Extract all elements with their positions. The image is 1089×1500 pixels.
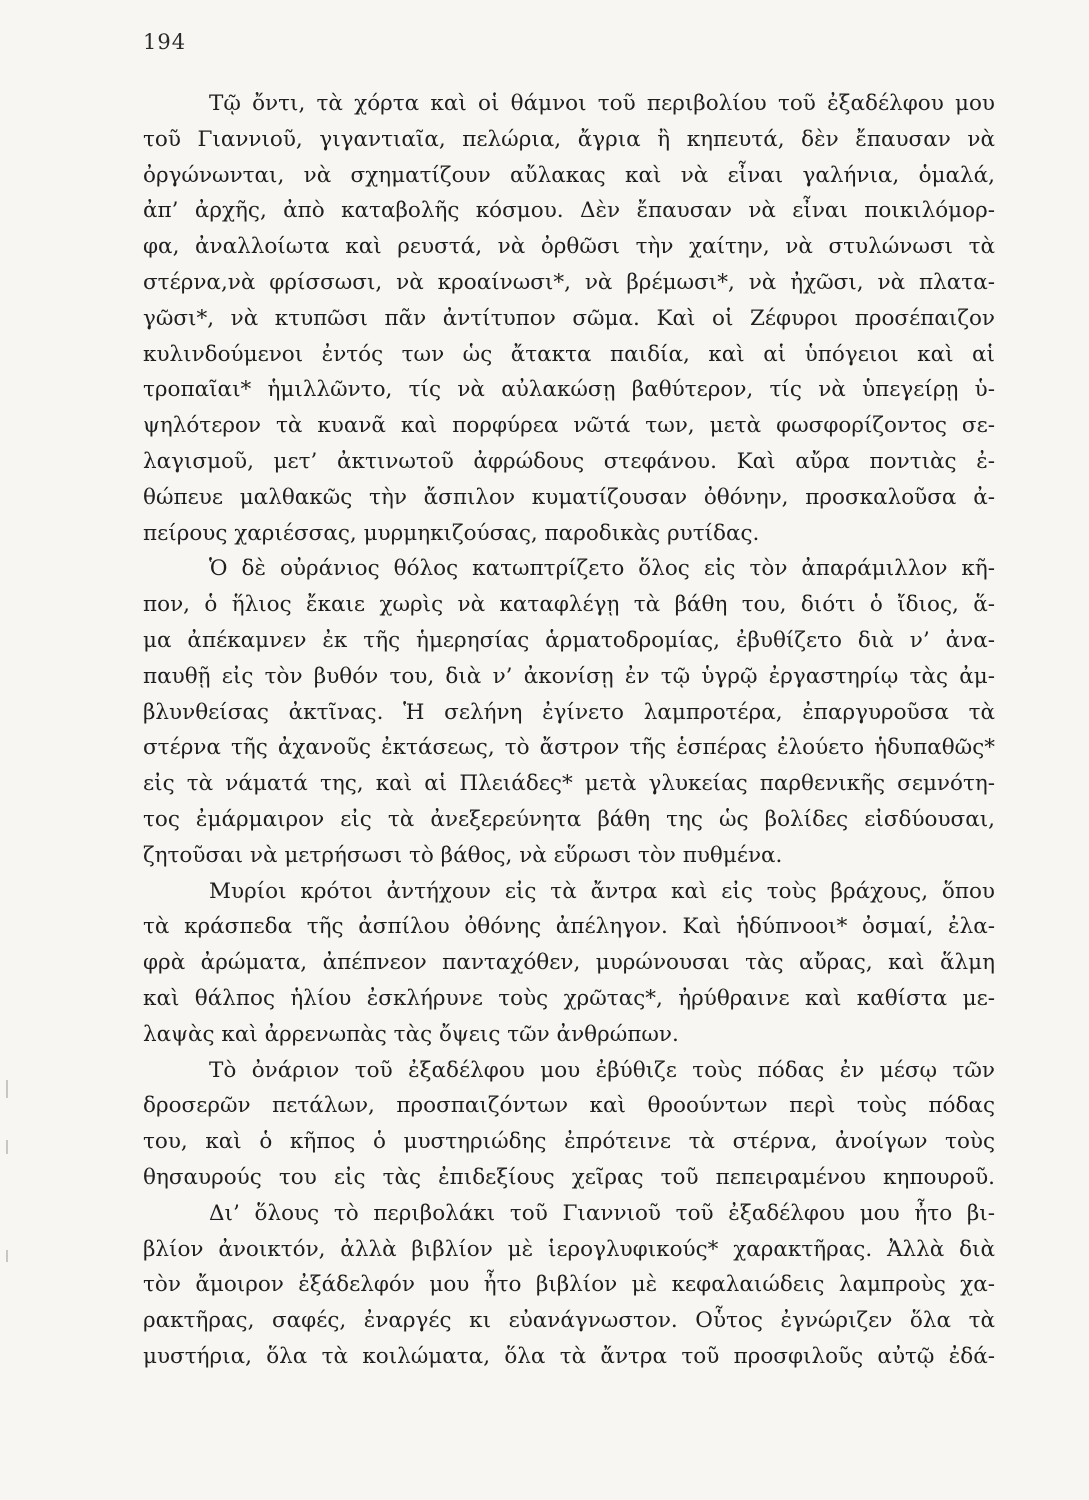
- text-line: κυλινδούμενοι ἐντός των ὡς ἄτακτα παιδία, καὶ αἱ ὑπόγειοι καὶ αἱ: [143, 341, 995, 367]
- text-line: μυστήρια, ὅλα τὰ κοιλώματα, ὅλα τὰ ἄντρα τοῦ προσφιλοῦς αὐτῷ ἐδά-: [143, 1343, 995, 1369]
- text-line: παυθῇ εἰς τὸν βυθόν του, διὰ ν’ ἀκονίσῃ ἐν τῷ ὑγρῷ ἐργαστηρίῳ τὰς ἀμ-: [143, 663, 995, 689]
- page-number: 194: [143, 30, 187, 54]
- text-line: δροσερῶν πετάλων, προσπαιζόντων καὶ θροούντων περὶ τοὺς πόδας: [143, 1093, 995, 1119]
- text-line: φρὰ ἀρώματα, ἀπέπνεον πανταχόθεν, μυρώνουσαι τὰς αὔρας, καὶ ἅλμη: [143, 950, 995, 976]
- text-line: Ὁ δὲ οὐράνιος θόλος κατωπτρίζετο ὅλος εἰς τὸν ἀπαράμιλλον κῆ-: [209, 556, 995, 582]
- text-line: βλυνθείσας ἀκτῖνας. Ἡ σελήνη ἐγίνετο λαμπροτέρα, ἐπαργυροῦσα τὰ: [143, 699, 995, 725]
- text-line: πείρους χαριέσσας, μυρμηκιζούσας, παροδικὰς ρυτίδας.: [143, 520, 760, 546]
- text-line: τὸν ἄμοιρον ἐξάδελφόν μου ἦτο βιβλίον μὲ κεφαλαιώδεις λαμπροὺς χα-: [143, 1272, 995, 1298]
- text-line: θώπευε μαλθακῶς τὴν ἄσπιλον κυματίζουσαν ὀθόνην, προσκαλοῦσα ἀ-: [143, 484, 995, 510]
- text-line: Δι’ ὅλους τὸ περιβολάκι τοῦ Γιαννιοῦ τοῦ ἐξαδέλφου μου ἦτο βι-: [209, 1200, 995, 1226]
- text-line: τος ἐμάρμαιρον εἰς τὰ ἀνεξερεύνητα βάθη της ὡς βολίδες εἰσδύουσαι,: [143, 806, 995, 832]
- text-line: τοῦ Γιαννιοῦ, γιγαντιαῖα, πελώρια, ἄγρια ἢ κηπευτά, δὲν ἔπαυσαν νὰ: [143, 126, 995, 152]
- text-line: Μυρίοι κρότοι ἀντήχουν εἰς τὰ ἄντρα καὶ εἰς τοὺς βράχους, ὅπου: [209, 878, 995, 904]
- text-line: στέρνα τῆς ἀχανοῦς ἐκτάσεως, τὸ ἄστρον τῆς ἑσπέρας ἐλούετο ἡδυπαθῶς*: [143, 735, 995, 761]
- text-line: γῶσι*, νὰ κτυπῶσι πᾶν ἀντίτυπον σῶμα. Καὶ οἱ Ζέφυροι προσέπαιζον: [143, 305, 995, 331]
- text-line: ζητοῦσαι νὰ μετρήσωσι τὸ βάθος, νὰ εὕρωσι τὸν πυθμένα.: [143, 842, 783, 868]
- text-line: του, καὶ ὁ κῆπος ὁ μυστηριώδης ἐπρότεινε τὰ στέρνα, ἀνοίγων τοὺς: [143, 1129, 995, 1155]
- text-line: εἰς τὰ νάματά της, καὶ αἱ Πλειάδες* μετὰ γλυκείας παρθενικῆς σεμνότη-: [143, 771, 995, 797]
- text-line: τροπαῖαι* ἡμιλλῶντο, τίς νὰ αὐλακώσῃ βαθύτερον, τίς νὰ ὑπεγείρῃ ὑ-: [143, 377, 995, 403]
- text-line: λαγισμοῦ, μετ’ ἀκτινωτοῦ ἀφρώδους στεφάνου. Καὶ αὔρα ποντιὰς ἐ-: [143, 448, 995, 474]
- text-line: τὰ κράσπεδα τῆς ἀσπίλου ὀθόνης ἀπέληγον. Καὶ ἡδύπνοοι* ὀσμαί, ἐλα-: [143, 914, 995, 940]
- text-line: Τὸ ὀνάριον τοῦ ἐξαδέλφου μου ἐβύθιζε τοὺς πόδας ἐν μέσῳ τῶν: [209, 1057, 995, 1083]
- text-line: θησαυρούς του εἰς τὰς ἐπιδεξίους χεῖρας τοῦ πεπειραμένου κηπουροῦ.: [143, 1164, 995, 1190]
- scan-margin-mark: [6, 1250, 8, 1262]
- text-line: Τῷ ὄντι, τὰ χόρτα καὶ οἱ θάμνοι τοῦ περιβολίου τοῦ ἐξαδέλφου μου: [209, 91, 995, 116]
- text-line: στέρνα,νὰ φρίσσωσι, νὰ κροαίνωσι*, νὰ βρέμωσι*, νὰ ἠχῶσι, νὰ πλατα-: [143, 269, 995, 295]
- text-line: φα, ἀναλλοίωτα καὶ ρευστά, νὰ ὀρθῶσι τὴν χαίτην, νὰ στυλώνωσι τὰ: [143, 234, 995, 260]
- text-line: καὶ θάλπος ἡλίου ἐσκλήρυνε τοὺς χρῶτας*, ἠρύθραινε καὶ καθίστα με-: [143, 985, 995, 1011]
- text-line: πον, ὁ ἥλιος ἔκαιε χωρὶς νὰ καταφλέγῃ τὰ βάθη του, διότι ὁ ἴδιος, ἅ-: [143, 592, 995, 618]
- text-line: βλίον ἀνοικτόν, ἀλλὰ βιβλίον μὲ ἱερογλυφικούς* χαρακτῆρας. Ἀλλὰ διὰ: [143, 1236, 995, 1262]
- text-line: ὀργώνωνται, νὰ σχηματίζουν αὔλακας καὶ νὰ εἶναι γαλήνια, ὁμαλά,: [143, 162, 995, 188]
- body-text: [143, 86, 995, 1375]
- scan-margin-mark: [6, 1080, 8, 1098]
- text-line: λαψὰς καὶ ἀρρενωπὰς τὰς ὄψεις τῶν ἀνθρώπων.: [143, 1021, 679, 1047]
- text-line: ρακτῆρας, σαφές, ἐναργές κι εὐανάγνωστον. Οὗτος ἐγνώριζεν ὅλα τὰ: [143, 1308, 995, 1334]
- text-line: μα ἀπέκαμνεν ἐκ τῆς ἡμερησίας ἁρματοδρομίας, ἐβυθίζετο διὰ ν’ ἀνα-: [143, 627, 995, 653]
- text-line: ψηλότερον τὰ κυανᾶ καὶ πορφύρεα νῶτά των, μετὰ φωσφορίζοντος σε-: [143, 413, 995, 439]
- text-line: ἀπ’ ἀρχῆς, ἀπὸ καταβολῆς κόσμου. Δὲν ἔπαυσαν νὰ εἶναι ποικιλόμορ-: [143, 198, 995, 224]
- scan-margin-mark: [6, 1140, 8, 1154]
